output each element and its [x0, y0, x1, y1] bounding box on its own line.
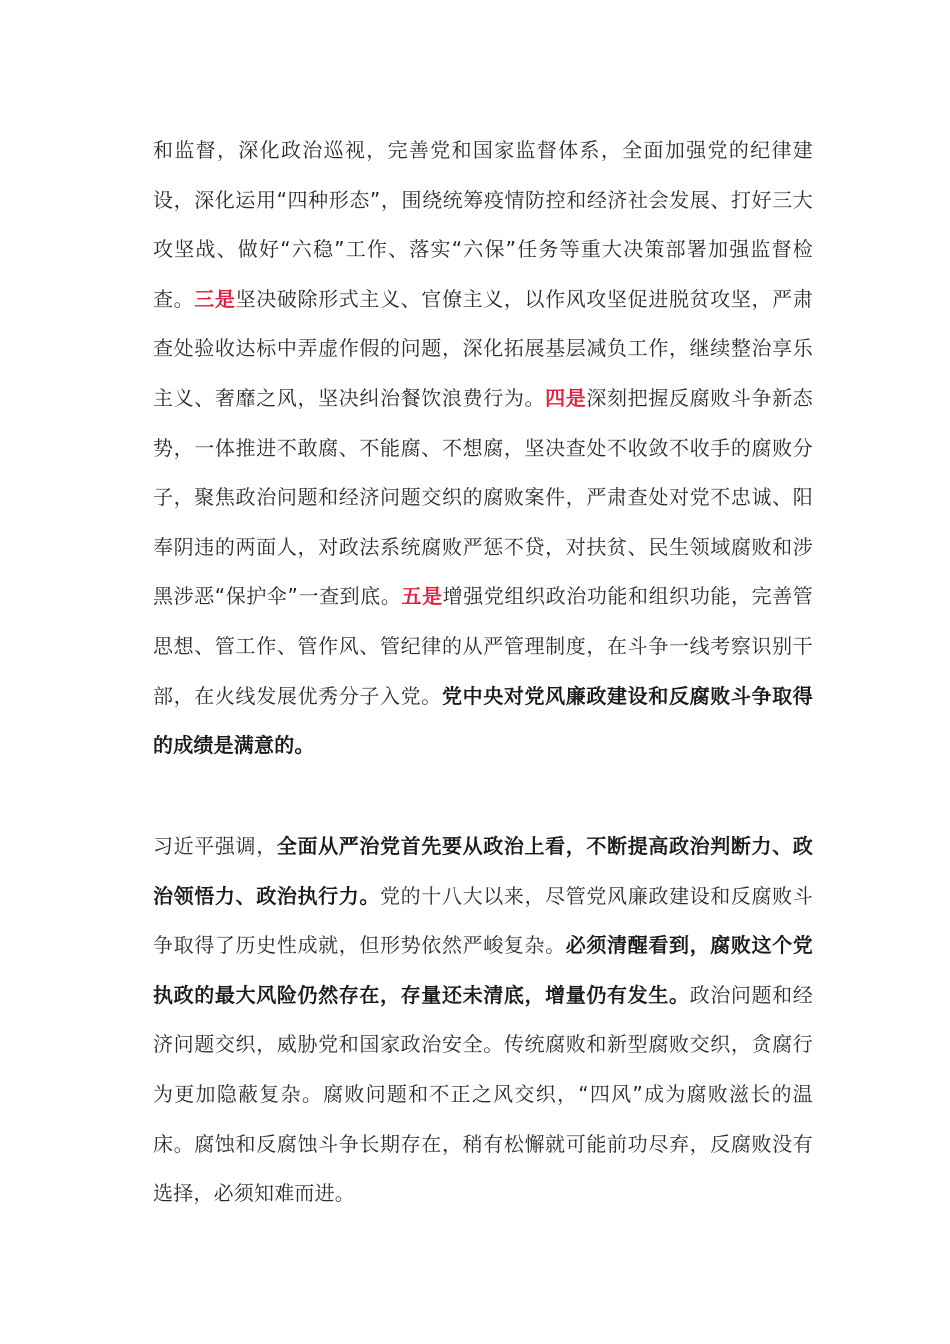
text-segment: 增强党组织政治功能和组织功能，完善管思想、管工作、管作风、管纪律的从严管理制度，在斗争一线考察识别干部，在火线发展优秀分子入党。 [153, 584, 813, 708]
text-segment: 党的十八大以来，尽管党风廉政建设和反腐败斗争取得了历史性成就，但形势依然严峻复杂。 [153, 883, 814, 958]
point-four-marker: 四是 [545, 385, 587, 410]
text-segment: 和监督，深化政治巡视，完善党和国家监督体系，全面加强党的纪律建设，深化运用“四种形态”，围绕统筹疫情防控和经济社会发展、打好三大攻坚战、做好“六稳”工作、落实“六保”任务等重大决策部署加强监督检查。 [153, 138, 813, 311]
bold-statement: 全面从严治党首先要从政治上看，不断提高政治判断力、政治领悟力、政治执行力。 [153, 834, 814, 908]
bold-statement: 必须清醒看到，腐败这个党执政的最大风险仍然存在，存量还未清底，增量仍有发生。 [153, 933, 814, 1007]
text-segment: 坚决破除形式主义、官僚主义，以作风攻坚促进脱贫攻坚，严肃查处验收达标中弄虚作假的问题，深化拓展基层减负工作，继续整治享乐主义、奢靡之风，坚决纠治餐饮浪费行为。 [153, 286, 813, 410]
paragraph-xi-emphasis [153, 822, 813, 1219]
bold-conclusion: 党中央对党风廉政建设和反腐败斗争取得的成绩是满意的。 [153, 683, 813, 758]
text-segment: 深刻把握反腐败斗争新态势，一体推进不敢腐、不能腐、不想腐，坚决查处不收敛不收手的腐败分子，聚焦政治问题和经济问题交织的腐败案件，严肃查处对党不忠诚、阳奉阴违的两面人，对政法系统腐败严惩不贷，对扶贫、民生领域腐败和涉黑涉恶“保护伞”一查到底。 [153, 385, 813, 609]
paragraph-discipline-work [153, 126, 813, 771]
text-segment: 政治问题和经济问题交织，威胁党和国家政治安全。传统腐败和新型腐败交织，贪腐行为更加隐蔽复杂。腐败问题和不正之风交织，“四风”成为腐败滋长的温床。腐蚀和反腐蚀斗争长期存在，稍有松懈就可能前功尽弃，反腐败没有选择，必须知难而进。 [153, 982, 814, 1206]
point-five-marker: 五是 [401, 584, 443, 609]
point-three-marker: 三是 [194, 286, 236, 311]
text-segment: 习近平强调， [153, 834, 277, 858]
